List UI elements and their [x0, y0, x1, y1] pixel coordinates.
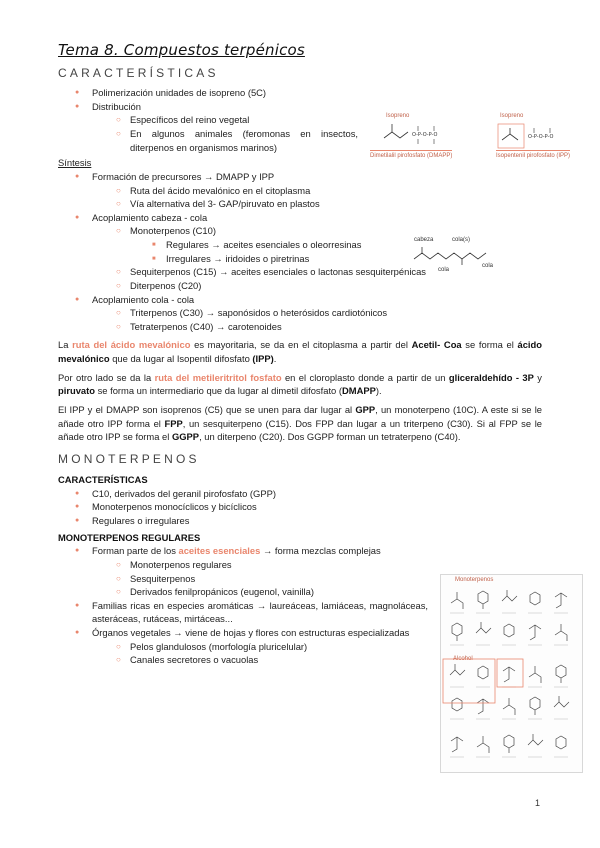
list-item: ● Forman parte de los aceites esenciales → forma mezclas complejas [58, 544, 428, 558]
list-item: ○ Derivados fenilpropánicos (eugenol, vainilla) [58, 585, 542, 599]
figure-label: cabeza [414, 237, 434, 243]
colacola-list [58, 293, 542, 307]
molecule-sketch [554, 696, 569, 707]
figure-label: cola(s) [452, 237, 471, 243]
list-item: ○ Sequiterpenos (C15) → aceites esenciales o lactonas sesquiterpénicas [58, 265, 542, 279]
molecule-sketch [452, 623, 462, 641]
monoterpenos-structures-image [441, 575, 582, 772]
molecule-sketch [528, 734, 543, 745]
list-item: ● Familias ricas en especies aromáticas → laureáceas, lamiáceas, magnoláceas, asteráceas, rutáceas, mirtáceas... [58, 599, 428, 626]
list-item: ■ Irregulares → iridoides o piretrinas [58, 252, 542, 266]
paragraph-isoprenos: El IPP y el DMAPP son isoprenos (C5) que se unen para dar lugar al GPP, un monoterpeno (10C). A este si se le añade otro IPP forma el FPP, un sesquiterpeno (C15). Dos FPP dan lugar a un triterpeno (C30). Si al FPP se le añade otro IPP se forma el GGPP, un diterpeno (C20). Dos GGPP forman un tetraterpeno (C40). [58, 403, 543, 443]
subheading-regulares: MONOTERPENOS REGULARES [58, 531, 201, 543]
list-item: ○ Monoterpenos regulares [58, 558, 542, 572]
molecule-sketch [502, 590, 517, 601]
list-item: ● Formación de precursores → DMAPP y IPP [58, 170, 542, 184]
distribucion-sublist [58, 113, 358, 154]
isoprene-figure [368, 112, 588, 164]
list-item: ○ Ruta del ácido mevalónico en el citoplasma [58, 184, 542, 198]
molecule-sketch [476, 622, 491, 633]
list-item: ● C10, derivados del geranil pirofosfato (GPP) [58, 487, 542, 501]
list-item: ○ Sesquiterpenos [58, 572, 542, 586]
monoterpenos-car-list [58, 487, 542, 528]
molecule-sketch [555, 593, 567, 608]
acoplamiento-list [58, 211, 542, 225]
list-item: ○ Tetraterpenos (C40) → carotenoides [58, 320, 542, 334]
molecule-sketch [530, 592, 540, 605]
list-item: ● Órganos vegetales → viene de hojas y flores con estructuras especializadas [58, 626, 428, 640]
svg-text:O-P-O-P-O: O-P-O-P-O [528, 134, 554, 140]
colacola-sublist [58, 306, 542, 333]
formacion-sublist [58, 184, 542, 211]
sintesis-label: Síntesis [58, 157, 92, 169]
list-item: ○ Triterpenos (C30) → saponósidos o heterósidos cardiotónicos [58, 306, 542, 320]
list-item: ○ Específicos del reino vegetal [58, 113, 358, 127]
caracteristicas-list [58, 86, 542, 113]
list-item: ● Monoterpenos monocíclicos y bicíclicos [58, 500, 542, 514]
figure-label: Isopreno [500, 113, 524, 119]
molecule-sketch [478, 591, 488, 609]
list-item: ○ Diterpenos (C20) [58, 279, 542, 293]
molecule-sketch [451, 592, 463, 609]
molecule-sketch [451, 737, 463, 752]
list-item: ○ Vía alternativa del 3- GAP/piruvato en plastos [58, 197, 542, 211]
highlight-box [497, 659, 523, 687]
figure-label: cola [482, 263, 494, 269]
list-item: ● Distribución [58, 100, 542, 114]
section-heading-caracteristicas: CARACTERÍSTICAS [58, 65, 219, 80]
subheading-caracteristicas: CARACTERÍSTICAS [58, 474, 148, 486]
regulares-list-2 [58, 599, 428, 640]
molecule-sketch [503, 698, 515, 715]
list-item: ■ Regulares → aceites esenciales o oleorresinas [58, 238, 542, 252]
list-item: ● Regulares o irregulares [58, 514, 542, 528]
molecule-sketch [556, 665, 566, 683]
molecule-sketch [529, 666, 541, 683]
molecule-sketch [452, 698, 462, 711]
list-item: ○ Monoterpenos (C10) [58, 224, 542, 238]
molecule-sketch [477, 736, 489, 753]
list-item: ○ Canales secretores o vacuolas [58, 653, 542, 667]
figure-label: Isopentenil pirofosfato (IPP) [496, 150, 570, 161]
section-heading-monoterpenos: MONOTERPENOS [58, 451, 200, 466]
figure-label: Isopreno [386, 113, 410, 119]
molecule-sketch [504, 735, 514, 753]
cabeza-cola-figure [410, 236, 502, 278]
highlight-box [443, 659, 495, 703]
sintesis-list [58, 170, 542, 184]
molecule-sketch [477, 699, 489, 714]
monoterpenos-figure [440, 574, 583, 773]
paragraph-metileritritol: Por otro lado se da la ruta del metileritritol fosfato en el cloroplasto donde a partir de un gliceraldehído - 3P y piruvato se forma un intermediario que da lugar al dimetil difosfato (DMAPP). [58, 371, 542, 397]
molecule-sketch [504, 624, 514, 637]
figure-label: Monoterpenos [455, 577, 494, 583]
figure-label: Alcohol [453, 656, 473, 662]
molecule-sketch [555, 624, 567, 641]
list-item: ● Acoplamiento cabeza - cola [58, 211, 542, 225]
page-number: 1 [534, 798, 540, 808]
molecule-sketch [450, 664, 465, 675]
molecule-sketch [529, 625, 541, 640]
molecule-sketch [503, 667, 515, 682]
list-item: ● Polimerización unidades de isopreno (5C) [58, 86, 542, 100]
regulares-list [58, 544, 428, 558]
list-item: ○ En algunos animales (feromonas en insectos, diterpenos en organismos marinos) [58, 127, 358, 154]
molecule-sketch [478, 666, 488, 679]
figure-label: cola [438, 267, 450, 273]
list-item: ● Acoplamiento cola - cola [58, 293, 542, 307]
molecule-sketch [530, 697, 540, 715]
cabeza-cola-structure-image [410, 243, 502, 277]
page-title: Tema 8. Compuestos terpénicos [58, 41, 305, 59]
figure-label: Dimetilalil pirofosfato (DMAPP) [370, 150, 452, 161]
list-item: ○ Pelos glandulosos (morfología pluricelular) [58, 640, 542, 654]
svg-text:O-P-O-P-O: O-P-O-P-O [412, 132, 438, 138]
molecule-sketch [556, 736, 566, 749]
paragraph-mevalonico: La ruta del ácido mevalónico es mayoritaria, se da en el citoplasma a partir del Acetil- Coa se forma el ácido mevalónico que da lugar al Isopentil difosfato (IPP). [58, 339, 542, 365]
